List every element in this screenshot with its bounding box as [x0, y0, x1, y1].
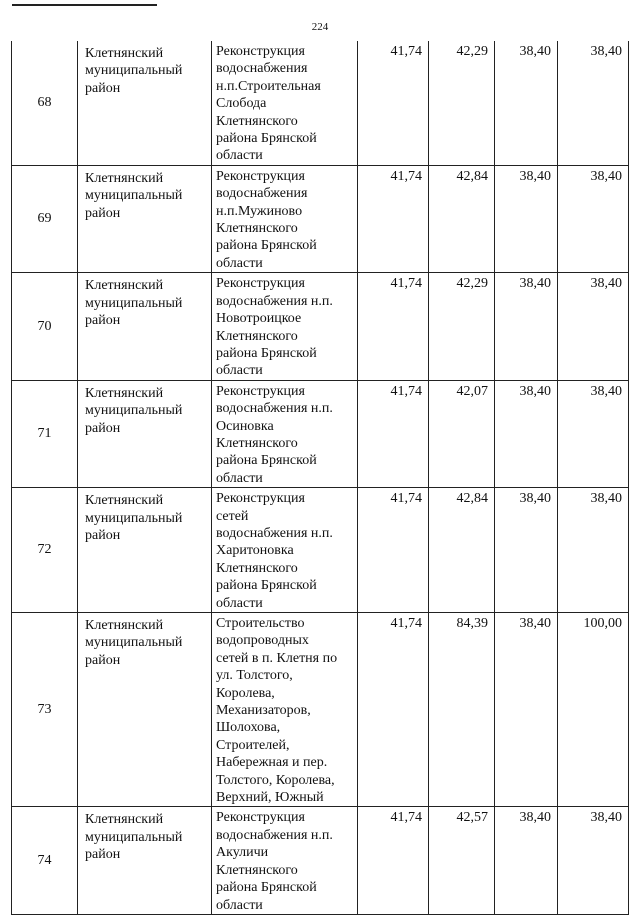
row-number: 73 — [12, 613, 78, 807]
district-cell — [78, 380, 212, 487]
project-line: Реконструкция — [216, 168, 305, 184]
value-col-4: 38,40 — [558, 380, 629, 487]
project-line: сетей в п. Клетня по — [216, 650, 338, 666]
project-line: Клетнянского — [216, 113, 298, 129]
table-body — [12, 41, 629, 914]
value-col-1: 41,74 — [358, 380, 429, 487]
project-line: района Брянской — [216, 238, 317, 254]
project-line: Строительство — [216, 616, 305, 631]
value-col-4: 38,40 — [558, 488, 629, 613]
district-line: район — [85, 847, 121, 863]
project-line: района Брянской — [216, 131, 317, 147]
table-row — [12, 488, 629, 613]
value-col-2: 42,84 — [429, 488, 495, 613]
project-line: Клетнянского — [216, 328, 298, 344]
value-col-1: 41,74 — [358, 41, 429, 165]
project-line: района Брянской — [216, 880, 317, 896]
district-line: муниципальный — [85, 295, 183, 311]
project-cell — [212, 488, 358, 613]
value-col-4: 38,40 — [558, 165, 629, 272]
value-col-1: 41,74 — [358, 165, 429, 272]
district-line: муниципальный — [85, 510, 183, 526]
district-line: муниципальный — [85, 188, 183, 204]
project-line: области — [216, 148, 263, 164]
project-cell — [212, 165, 358, 272]
project-line: н.п.Мужиново — [216, 203, 303, 219]
project-line: водоснабжения — [216, 61, 308, 77]
table-row — [12, 165, 629, 272]
district-line: Клетнянский — [85, 493, 164, 509]
project-line: области — [216, 363, 263, 379]
value-col-2: 84,39 — [429, 613, 495, 807]
table-row — [12, 380, 629, 487]
table-row — [12, 613, 629, 807]
district-cell — [78, 165, 212, 272]
district-line: район — [85, 80, 121, 96]
row-number: 72 — [12, 488, 78, 613]
row-number: 70 — [12, 273, 78, 380]
value-col-3: 38,40 — [495, 613, 558, 807]
table-row — [12, 41, 629, 165]
district-line: район — [85, 652, 121, 668]
project-line: н.п.Строительная — [216, 78, 321, 94]
row-number: 68 — [12, 41, 78, 165]
value-col-4: 38,40 — [558, 807, 629, 914]
project-line: Механизаторов, — [216, 703, 311, 719]
project-cell — [212, 273, 358, 380]
table-row — [12, 273, 629, 380]
district-cell — [78, 273, 212, 380]
project-line: района Брянской — [216, 345, 317, 361]
project-line: Реконструкция — [216, 44, 305, 59]
project-cell — [212, 380, 358, 487]
project-line: Шолохова, — [216, 720, 281, 736]
district-line: район — [85, 527, 121, 543]
district-line: район — [85, 313, 121, 329]
value-col-3: 38,40 — [495, 488, 558, 613]
project-line: области — [216, 897, 263, 913]
value-col-2: 42,84 — [429, 165, 495, 272]
district-line: Клетнянский — [85, 385, 164, 401]
project-line: Клетнянского — [216, 560, 298, 576]
value-col-3: 38,40 — [495, 165, 558, 272]
projects-table — [11, 41, 629, 915]
project-line: Верхний, Южный — [216, 790, 324, 806]
value-col-1: 41,74 — [358, 273, 429, 380]
project-line: водоснабжения — [216, 186, 308, 202]
project-line: водоснабжения н.п. — [216, 293, 333, 309]
table-row — [12, 807, 629, 914]
project-line: Королева, — [216, 685, 275, 701]
project-cell — [212, 41, 358, 165]
project-line: области — [216, 595, 263, 611]
district-line: муниципальный — [85, 63, 183, 79]
project-line: Клетнянского — [216, 862, 298, 878]
row-number: 71 — [12, 380, 78, 487]
value-col-4: 100,00 — [558, 613, 629, 807]
project-line: Клетнянского — [216, 435, 298, 451]
district-line: муниципальный — [85, 403, 183, 419]
project-line: водоснабжения н.п. — [216, 827, 333, 843]
project-line: Набережная и пер. — [216, 755, 328, 771]
project-line: водоснабжения н.п. — [216, 401, 333, 417]
project-line: Клетнянского — [216, 221, 298, 237]
project-line: Новотроицкое — [216, 311, 302, 327]
project-line: водопроводных — [216, 633, 309, 649]
row-number: 69 — [12, 165, 78, 272]
project-line: Строителей, — [216, 737, 290, 753]
project-line: Толстого, Королева, — [216, 772, 335, 788]
value-col-4: 38,40 — [558, 41, 629, 165]
page-number: 224 — [311, 21, 329, 33]
district-line: муниципальный — [85, 635, 183, 651]
top-rule — [12, 4, 157, 6]
value-col-4: 38,40 — [558, 273, 629, 380]
project-line: Реконструкция — [216, 810, 305, 826]
district-line: район — [85, 205, 121, 221]
project-line: Харитоновка — [216, 543, 294, 559]
value-col-2: 42,29 — [429, 273, 495, 380]
value-col-2: 42,29 — [429, 41, 495, 165]
project-line: ул. Толстого, — [216, 668, 293, 684]
value-col-1: 41,74 — [358, 488, 429, 613]
district-line: Клетнянский — [85, 46, 164, 61]
row-number: 74 — [12, 807, 78, 914]
district-line: Клетнянский — [85, 278, 164, 294]
district-cell — [78, 41, 212, 165]
district-line: Клетнянский — [85, 170, 164, 186]
value-col-1: 41,74 — [358, 613, 429, 807]
project-line: Акуличи — [216, 845, 269, 861]
value-col-3: 38,40 — [495, 41, 558, 165]
district-line: муниципальный — [85, 829, 183, 845]
district-line: район — [85, 420, 121, 436]
project-line: Реконструкция — [216, 276, 305, 292]
value-col-3: 38,40 — [495, 807, 558, 914]
project-cell — [212, 807, 358, 914]
project-line: водоснабжения н.п. — [216, 525, 333, 541]
district-cell — [78, 613, 212, 807]
district-cell — [78, 488, 212, 613]
project-line: района Брянской — [216, 578, 317, 594]
project-cell — [212, 613, 358, 807]
value-col-2: 42,57 — [429, 807, 495, 914]
project-line: района Брянской — [216, 453, 317, 469]
value-col-1: 41,74 — [358, 807, 429, 914]
project-line: Осиновка — [216, 418, 274, 434]
value-col-3: 38,40 — [495, 380, 558, 487]
project-line: области — [216, 470, 263, 486]
value-col-3: 38,40 — [495, 273, 558, 380]
district-cell — [78, 807, 212, 914]
project-line: Слобода — [216, 96, 267, 112]
project-line: сетей — [216, 508, 249, 524]
value-col-2: 42,07 — [429, 380, 495, 487]
district-line: Клетнянский — [85, 812, 164, 828]
district-line: Клетнянский — [85, 618, 164, 633]
project-line: области — [216, 255, 263, 271]
project-line: Реконструкция — [216, 491, 305, 507]
project-line: Реконструкция — [216, 383, 305, 399]
